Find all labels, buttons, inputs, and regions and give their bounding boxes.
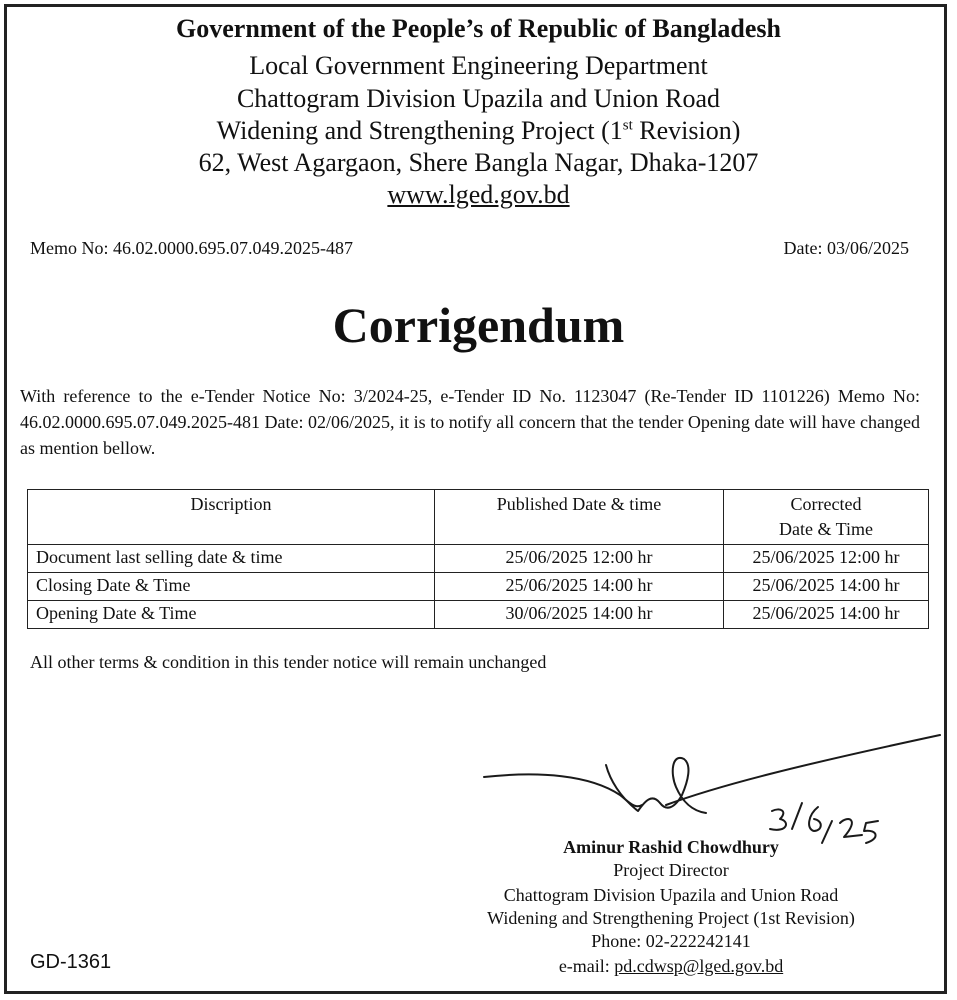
handwritten-digit <box>770 809 786 829</box>
department-name: Local Government Engineering Department <box>249 51 708 80</box>
website-link-wrap <box>0 180 957 210</box>
table-row <box>28 573 929 601</box>
table-row <box>28 601 929 629</box>
project-name-line1: Chattogram Division Upazila and Union Road <box>236 84 721 113</box>
row-description: Closing Date & Time <box>28 573 435 601</box>
email-label: e-mail: <box>558 956 615 976</box>
col-header-published: Published Date & time <box>435 490 724 545</box>
handwritten-slash <box>792 803 802 829</box>
col-header-corrected <box>724 490 929 545</box>
office-address: 62, West Agargaon, Shere Bangla Nagar, Dhaka-1207 <box>198 148 759 177</box>
signer-email <box>461 956 881 977</box>
table-header-row <box>28 490 929 545</box>
signer-project-line2: Widening and Strengthening Project (1st Revision) <box>487 908 855 928</box>
website-link[interactable]: www.lged.gov.bd <box>387 180 570 209</box>
row-published: 25/06/2025 14:00 hr <box>435 573 724 601</box>
memo-number: Memo No: 46.02.0000.695.07.049.2025-487 <box>30 238 353 258</box>
row-description: Opening Date & Time <box>28 601 435 629</box>
ordinal-suffix: st <box>622 117 633 134</box>
col-header-corrected-l2: Date & Time <box>778 519 873 539</box>
row-published: 25/06/2025 12:00 hr <box>435 545 724 573</box>
email-link[interactable]: pd.cdwsp@lged.gov.bd <box>614 956 784 976</box>
signer-phone: Phone: 02-222242141 <box>591 931 751 951</box>
row-published: 30/06/2025 14:00 hr <box>435 601 724 629</box>
handwritten-digit <box>840 819 862 837</box>
row-corrected: 25/06/2025 14:00 hr <box>724 601 929 629</box>
signer-name: Aminur Rashid Chowdhury <box>563 837 779 857</box>
row-description: Document last selling date & time <box>28 545 435 573</box>
signer-role: Project Director <box>613 860 729 880</box>
government-heading: Government of the People’s of Republic of Bangladesh <box>176 14 781 43</box>
signature-stroke <box>606 758 706 813</box>
memo-date: Date: 03/06/2025 <box>783 238 909 258</box>
notice-paragraph: With reference to the e-Tender Notice No: 3/2024-25, e-Tender ID No. 1123047 (Re-Tender ID 1101226) Memo No: 46.02.0000.695.07.049.2025-481 Date: 02/06/2025, it is to notify all concern that the tender Opening date will have changed as mention bellow. <box>20 386 920 458</box>
table-row <box>28 545 929 573</box>
project-name-line2-b: Revision) <box>632 116 741 145</box>
closing-note: All other terms & condition in this tender notice will remain unchanged <box>30 652 547 672</box>
row-corrected: 25/06/2025 12:00 hr <box>724 545 929 573</box>
signer-project-line1: Chattogram Division Upazila and Union Road <box>503 885 839 905</box>
project-name-line2-a: Widening and Strengthening Project (1 <box>216 116 623 145</box>
project-name-line2 <box>0 116 957 146</box>
row-corrected: 25/06/2025 14:00 hr <box>724 573 929 601</box>
col-header-description: Discription <box>28 490 435 545</box>
col-header-corrected-l1: Corrected <box>790 494 862 514</box>
document-code: GD-1361 <box>30 951 112 973</box>
signature-stroke <box>666 735 940 805</box>
handwritten-digit <box>809 807 821 831</box>
tender-date-table <box>27 489 929 629</box>
page-title: Corrigendum <box>332 297 625 353</box>
